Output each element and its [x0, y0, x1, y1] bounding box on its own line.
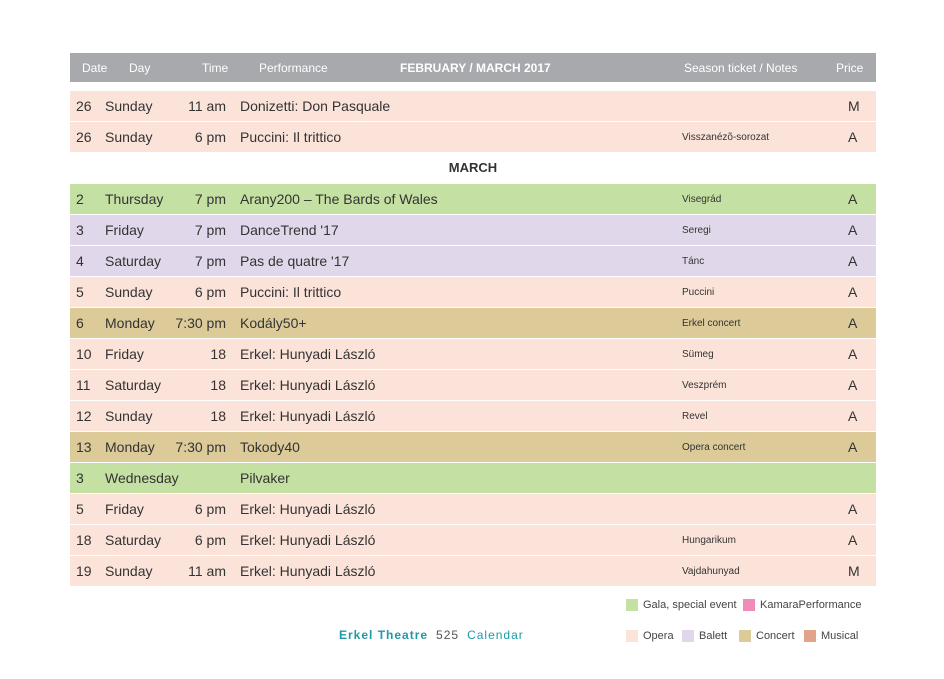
table-row	[70, 370, 876, 400]
legend-balett-label: Balett	[699, 630, 728, 642]
row-performance: Pas de quatre '17	[240, 253, 350, 269]
legend-gala-label: Gala, special event	[643, 599, 737, 611]
row-day: Friday	[105, 222, 144, 238]
legend-concert	[739, 630, 795, 642]
row-date: 4	[76, 253, 84, 269]
header-notes: Season ticket / Notes	[684, 61, 798, 75]
row-performance: Kodály50+	[240, 315, 307, 331]
row-day: Sunday	[105, 98, 153, 114]
row-price: A	[848, 346, 858, 362]
row-day: Monday	[105, 439, 155, 455]
row-date: 3	[76, 222, 84, 238]
row-notes: Tánc	[682, 256, 705, 267]
row-time: 6 pm	[194, 284, 226, 300]
row-price: A	[848, 532, 858, 548]
legend-musical-label: Musical	[821, 630, 859, 642]
row-notes: Revel	[682, 411, 708, 422]
row-performance: Arany200 – The Bards of Wales	[240, 191, 438, 207]
row-price: A	[848, 439, 858, 455]
footer-brand	[339, 628, 524, 642]
row-performance: Erkel: Hunyadi László	[240, 563, 376, 579]
row-performance: Puccini: Il trittico	[240, 129, 342, 145]
header-price: Price	[836, 61, 864, 75]
header-date: Date	[82, 61, 108, 75]
row-notes: Visegrád	[682, 194, 722, 205]
row-date: 11	[76, 377, 91, 393]
row-day: Sunday	[105, 284, 153, 300]
table-row	[70, 339, 876, 369]
legend-musical	[804, 630, 858, 642]
row-day: Friday	[105, 346, 144, 362]
table-row	[70, 432, 876, 462]
row-notes: Hungarikum	[682, 535, 736, 546]
row-date: 12	[76, 408, 92, 424]
row-time: 11 am	[188, 98, 226, 114]
row-performance: Tokody40	[240, 439, 300, 455]
row-time: 18	[210, 346, 226, 362]
row-price: A	[848, 222, 858, 238]
legend-kamara-swatch	[743, 599, 755, 611]
header-day: Day	[129, 61, 151, 75]
row-performance: DanceTrend '17	[240, 222, 339, 238]
row-day: Friday	[105, 501, 144, 517]
row-price: A	[848, 408, 858, 424]
row-notes: Sümeg	[682, 349, 714, 360]
march-rows	[70, 184, 876, 586]
row-notes: Opera concert	[682, 442, 746, 453]
row-price: M	[848, 98, 860, 114]
row-notes: Seregi	[682, 225, 711, 236]
table-row	[70, 463, 876, 493]
legend-balett-swatch	[682, 630, 694, 642]
row-time: 11 am	[188, 563, 226, 579]
legend-opera-label: Opera	[643, 630, 674, 642]
row-notes: Erkel concert	[682, 318, 741, 329]
row-date: 2	[76, 191, 84, 207]
row-time: 7 pm	[194, 222, 226, 238]
row-date: 10	[76, 346, 92, 362]
table-row	[70, 308, 876, 338]
row-day: Monday	[105, 315, 155, 331]
row-day: Saturday	[105, 377, 162, 393]
section-title-march: MARCH	[448, 160, 498, 175]
row-performance: Erkel: Hunyadi László	[240, 408, 376, 424]
legend-musical-swatch	[804, 630, 816, 642]
row-performance: Puccini: Il trittico	[240, 284, 342, 300]
row-notes: Puccini	[682, 287, 715, 298]
row-performance: Erkel: Hunyadi László	[240, 532, 376, 548]
row-day: Saturday	[105, 253, 162, 269]
table-row	[70, 525, 876, 555]
row-time: 18	[210, 377, 226, 393]
header-performance: Performance	[259, 61, 328, 75]
row-notes: Veszprém	[682, 380, 727, 391]
table-row	[70, 401, 876, 431]
row-date: 5	[76, 501, 84, 517]
row-date: 6	[76, 315, 84, 331]
row-time: 7 pm	[194, 253, 226, 269]
row-date: 26	[76, 129, 92, 145]
row-date: 5	[76, 284, 84, 300]
row-date: 3	[76, 470, 84, 486]
legend-opera	[626, 630, 674, 642]
row-price: M	[848, 563, 860, 579]
row-price: A	[848, 377, 858, 393]
legend-concert-swatch	[739, 630, 751, 642]
table-row	[70, 122, 876, 152]
table-row	[70, 215, 876, 245]
table-row	[70, 494, 876, 524]
row-time: 7:30 pm	[175, 315, 226, 331]
row-date: 18	[76, 532, 92, 548]
row-performance: Donizetti: Don Pasquale	[240, 98, 391, 114]
legend-opera-swatch	[626, 630, 638, 642]
header-time: Time	[202, 61, 229, 75]
header-month: FEBRUARY / MARCH 2017	[400, 61, 551, 75]
row-price: A	[848, 191, 858, 207]
row-performance: Erkel: Hunyadi László	[240, 501, 376, 517]
page-number: 525	[436, 628, 460, 642]
row-day: Sunday	[105, 408, 153, 424]
february-rows	[70, 91, 876, 152]
legend-gala	[626, 599, 737, 611]
row-price: A	[848, 501, 858, 517]
row-date: 26	[76, 98, 92, 114]
row-time: 6 pm	[194, 501, 226, 517]
schedule-table	[70, 53, 876, 587]
row-time: 7 pm	[194, 191, 226, 207]
legend-kamara	[743, 599, 862, 611]
row-date: 13	[76, 439, 92, 455]
row-time: 6 pm	[194, 129, 226, 145]
legend-gala-swatch	[626, 599, 638, 611]
legend-balett	[682, 630, 727, 642]
row-performance: Erkel: Hunyadi László	[240, 377, 376, 393]
table-row	[70, 184, 876, 214]
table-row	[70, 246, 876, 276]
row-date: 19	[76, 563, 92, 579]
row-price: A	[848, 129, 858, 145]
row-day: Saturday	[105, 532, 162, 548]
row-day: Wednesday	[105, 470, 179, 486]
row-performance: Erkel: Hunyadi László	[240, 346, 376, 362]
row-price: A	[848, 315, 858, 331]
legend-kamara-label: KamaraPerformance	[760, 599, 862, 611]
row-performance: Pilvaker	[240, 470, 290, 486]
table-row	[70, 277, 876, 307]
table-row	[70, 556, 876, 586]
row-notes: Visszanézõ-sorozat	[682, 132, 770, 143]
row-time: 7:30 pm	[175, 439, 226, 455]
row-price: A	[848, 284, 858, 300]
section-name: Calendar	[467, 628, 524, 642]
legend-concert-label: Concert	[756, 630, 795, 642]
row-price: A	[848, 253, 858, 269]
row-notes: Vajdahunyad	[682, 566, 740, 577]
row-time: 18	[210, 408, 226, 424]
row-day: Thursday	[105, 191, 164, 207]
brand-name: Erkel Theatre	[339, 628, 429, 642]
row-time: 6 pm	[194, 532, 226, 548]
table-header	[70, 53, 876, 82]
row-day: Sunday	[105, 129, 153, 145]
table-row	[70, 91, 876, 121]
row-day: Sunday	[105, 563, 153, 579]
